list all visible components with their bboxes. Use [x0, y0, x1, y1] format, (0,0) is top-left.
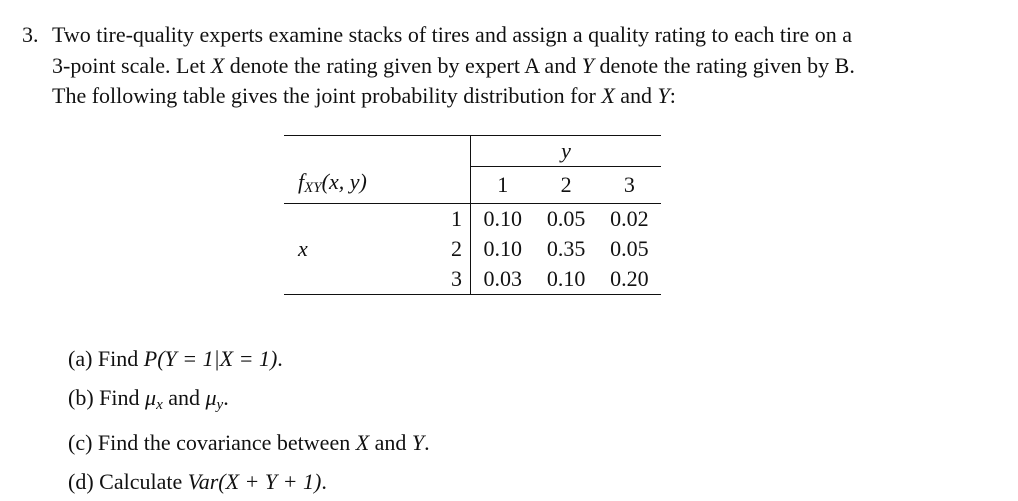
row-label: 3 [436, 264, 471, 295]
problem-statement [52, 20, 982, 112]
mu-subscript: y [217, 397, 224, 413]
func-args: (x, y) [322, 169, 367, 194]
table-corner [284, 136, 436, 167]
question-parts [68, 340, 430, 501]
func-f: f [298, 169, 304, 194]
statement-text: The following table gives the joint probability distribution for [52, 83, 601, 108]
part-math: Var(X + Y + 1) [188, 469, 322, 494]
part-text: Find [99, 385, 145, 410]
table-row [284, 234, 661, 264]
column-variable-y: y [471, 136, 662, 167]
probability-cell: 0.10 [471, 203, 535, 234]
part-d [68, 463, 430, 501]
part-text: . [223, 385, 229, 410]
joint-probability-table [284, 135, 661, 295]
var-X: X [601, 83, 614, 108]
table-row [284, 203, 661, 234]
table-empty-cell [436, 167, 471, 204]
table-corner [436, 136, 471, 167]
statement-text: denote the rating given by expert A and [224, 53, 581, 78]
part-text: . [277, 346, 283, 371]
col-header: 1 [471, 167, 535, 204]
probability-cell: 0.10 [535, 264, 598, 295]
part-math: P(Y = 1|X = 1) [144, 346, 278, 371]
part-text: Find the covariance between [98, 430, 356, 455]
col-header: 3 [598, 167, 661, 204]
row-label: 2 [436, 234, 471, 264]
statement-line-3 [52, 81, 982, 112]
probability-cell: 0.02 [598, 203, 661, 234]
table-header-row-values [284, 167, 661, 204]
probability-cell: 0.35 [535, 234, 598, 264]
probability-cell: 0.10 [471, 234, 535, 264]
part-text: and [369, 430, 412, 455]
row-variable-x: x [284, 234, 436, 264]
probability-cell: 0.20 [598, 264, 661, 295]
statement-text: 3-point scale. Let [52, 53, 211, 78]
probability-cell: 0.03 [471, 264, 535, 295]
part-text: Calculate [99, 469, 188, 494]
func-subscript: XY [304, 180, 322, 196]
function-label [284, 167, 436, 204]
mu-symbol: μ [145, 385, 156, 410]
part-c [68, 424, 430, 463]
part-label: (a) [68, 346, 92, 371]
part-label: (b) [68, 385, 94, 410]
probability-cell: 0.05 [535, 203, 598, 234]
col-header: 2 [535, 167, 598, 204]
table-empty-cell [284, 203, 436, 234]
statement-line-2 [52, 51, 982, 82]
statement-line-1: Two tire-quality experts examine stacks of tires and assign a quality rating to each tire on a [52, 20, 982, 51]
mu-subscript: x [156, 397, 163, 413]
mu-symbol: μ [206, 385, 217, 410]
var-Y: Y [658, 83, 670, 108]
statement-text: : [670, 83, 676, 108]
statement-text: denote the rating given by B. [594, 53, 855, 78]
part-label: (d) [68, 469, 94, 494]
table-row [284, 264, 661, 295]
part-b [68, 379, 430, 425]
problem-number: 3. [22, 20, 39, 50]
var-Y: Y [412, 430, 424, 455]
row-label: 1 [436, 203, 471, 234]
probability-cell: 0.05 [598, 234, 661, 264]
var-Y: Y [582, 53, 594, 78]
part-text: . [321, 469, 327, 494]
table-header-row-y [284, 136, 661, 167]
part-text: . [424, 430, 430, 455]
part-a [68, 340, 430, 379]
part-label: (c) [68, 430, 92, 455]
var-X: X [356, 430, 369, 455]
part-text: and [163, 385, 206, 410]
part-text: Find [98, 346, 144, 371]
table-empty-cell [284, 264, 436, 295]
var-X: X [211, 53, 224, 78]
statement-text: and [615, 83, 658, 108]
